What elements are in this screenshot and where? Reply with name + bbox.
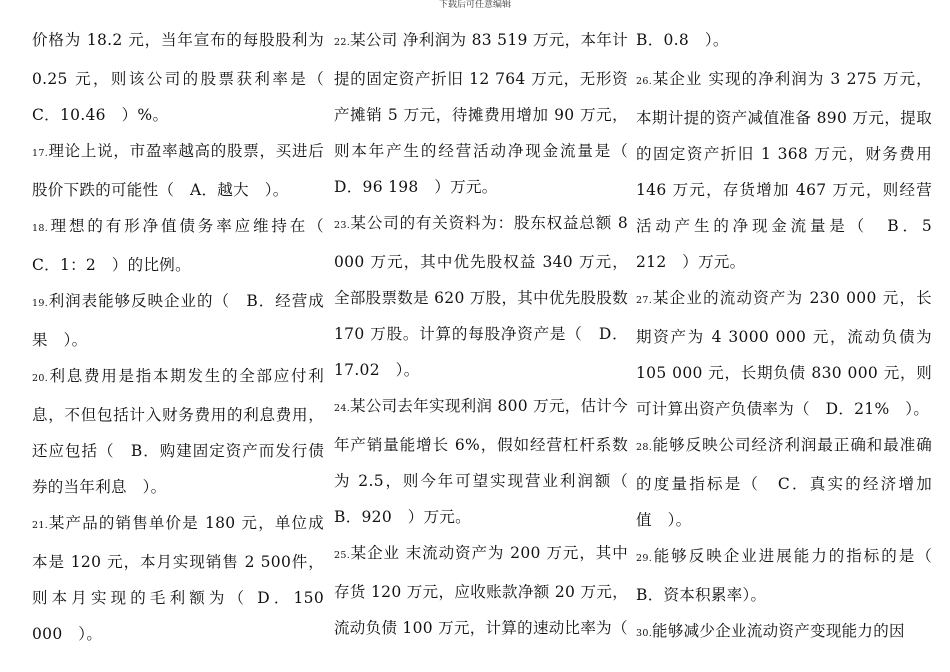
question-number: 30. [636,628,653,639]
question-number: 23. [334,220,351,231]
question-17 [32,133,324,208]
question-number: 18. [32,223,49,234]
question-25 [334,535,628,646]
question-30 [636,613,932,652]
question-text: 价格为 18.2 元，当年宣布的每股股利为 0.25 元，则该公司的股票获利率是（ C．10.46 ）%。 [32,31,324,124]
question-number: 24. [334,403,351,414]
column-right [636,22,932,672]
question-text: 某企业 实现的净利润为 3 275 万元，本期计提的资产减值准备 890 万元，提取的固定资产折旧 1 368 万元，财务费用 146 万元，存货增加 467 万元，则经营活动产生的净现金流量是（ B．5 212 ）万元。 [636,70,932,271]
question-text: 能够反映公司经济利润最正确和最准确的度量指标是（ C．真实的经济增加值 ）。 [636,436,932,529]
question-text: 某企业 末流动资产为 200 万元，其中存货 120 万元，应收账款净额 20 万元，流动负债 100 万元，计算的速动比率为（ [334,544,628,637]
question-number: 27. [636,295,653,306]
question-text: 理论上说，市盈率越高的股票，买进后股价下跌的可能性（ A．越大 ）。 [32,142,324,199]
question-number: 21. [32,520,49,531]
question-text: 利润表能够反映企业的（ B．经营成果 ）。 [32,292,324,349]
question-19 [32,283,324,358]
question-23 [334,205,628,388]
question-number: 26. [636,76,653,87]
question-number: 17. [32,148,49,159]
question-28 [636,427,932,538]
question-21 [32,505,324,652]
question-number: 25. [334,550,351,561]
question-number: 29. [636,553,653,564]
question-text: 理想的有形净值债务率应维持在（ C．1：2 ）的比例。 [32,217,324,274]
question-25-continued [636,22,932,61]
question-text: 能够减少企业流动资产变现能力的因 [652,622,905,640]
question-text: 某公司 净利润为 83 519 万元，本年计提的固定资产折旧 12 764 万元，无形资产摊销 5 万元，待摊费用增加 90 万元，则本年产生的经营活动净现金流量是（ D．96 198 ）万元。 [334,31,628,196]
question-16-continued [32,22,324,133]
question-26 [636,61,932,280]
question-18 [32,208,324,283]
question-20 [32,358,324,505]
question-text: 某产品的销售单价是 180 元，单位成本是 120 元，本月实现销售 2 500件，则本月实现的毛利额为（ D．150 000 ）。 [32,514,324,643]
question-29 [636,538,932,613]
question-text: 某公司去年实现利润 800 万元，估计今年产销量能增长 6%，假如经营杠杆系数为 2.5，则今年可望实现营业利润额（ B．920 ）万元。 [334,397,628,526]
question-number: 22. [334,37,351,48]
question-text: 利息费用是指本期发生的全部应付利息，不但包括计入财务费用的利息费用，还应包括（ B．购建固定资产而发行债券的当年利息 ）。 [32,367,324,496]
question-number: 19. [32,298,49,309]
question-number: 20. [32,373,49,384]
question-number: 28. [636,442,653,453]
column-left [32,22,324,672]
question-text: B．0.8 ）。 [636,31,729,49]
question-24 [334,388,628,535]
question-27 [636,280,932,427]
page-header: 下载后可任意编辑 [438,0,511,10]
question-text: 某企业的流动资产为 230 000 元，长期资产为 4 3000 000 元，流动负债为 105 000 元，长期负债 830 000 元，则可计算出资产负债率为（ D．21% ）。 [636,289,932,418]
question-text: 能够反映企业进展能力的指标的是（ B．资本积累率）。 [636,547,932,604]
column-middle [334,22,628,672]
question-22 [334,22,628,205]
question-text: 某公司的有关资料为：股东权益总额 8 000 万元，其中优先股权益 340 万元，全部股票数是 620 万股，其中优先股股数 170 万股。计算的每股净资产是（ D．17.02 ）。 [334,214,628,379]
